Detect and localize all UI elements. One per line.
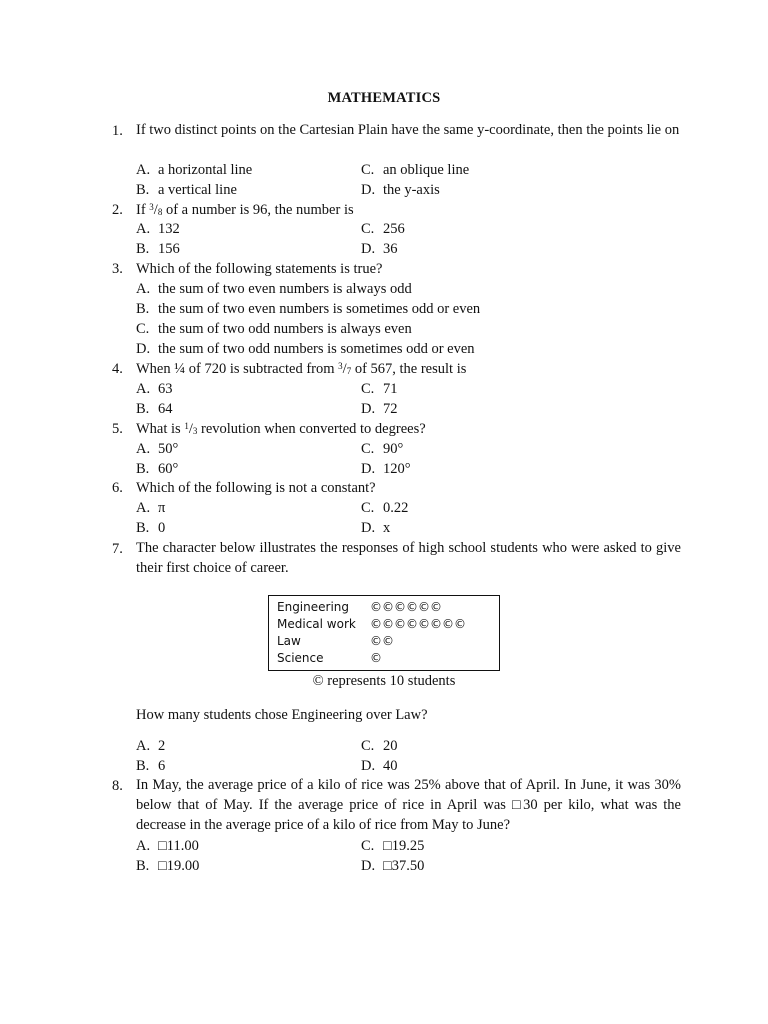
q1-option-c: C. an oblique line — [361, 162, 470, 178]
q8-number: 8. — [112, 778, 123, 794]
q1-stem: If two distinct points on the Cartesian Plain have the same y-coordinate, then the points lie on — [136, 122, 680, 138]
q3-option-c: C. the sum of two odd numbers is always even — [136, 321, 412, 337]
q7-option-c: C. 20 — [361, 738, 398, 754]
q8-stem: In May, the average price of a kilo of rice was 25% above that of April. In June, it was 30% below that of May. If the average price of rice in April was □30 per kilo, what was the decrease in the average price of a kilo of rice from May to June? — [136, 777, 681, 833]
q4-stem: When ¼ of 720 is subtracted from $^3/_7$ of 567, the result is — [136, 361, 467, 377]
q7-option-a: A. 2 — [136, 738, 166, 754]
q3-option-b: B. the sum of two even numbers is sometimes odd or even — [136, 301, 481, 317]
q2-stem: If $^3/_8$ of a number is 96, the number is — [136, 202, 354, 218]
page-title: MATHEMATICS — [327, 90, 441, 106]
q7-stem: The character below illustrates the responses of high school students who were asked to give their first choice of career. — [136, 540, 681, 576]
q7-number: 7. — [112, 541, 123, 557]
q7-question: How many students chose Engineering over Law? — [136, 707, 428, 723]
q5-option-c: C. 90° — [361, 441, 404, 457]
q6-number: 6. — [112, 480, 123, 496]
q2-option-a: A. 132 — [136, 221, 180, 237]
q8-option-c: C. □19.25 — [361, 838, 425, 854]
q6-option-c: C. 0.22 — [361, 500, 409, 516]
q5-number: 5. — [112, 421, 123, 437]
q4-option-d: D. 72 — [361, 401, 398, 417]
tally-row-engineering: Engineering ©©©©©© — [277, 600, 442, 614]
q8-option-b: B. □19.00 — [136, 858, 200, 874]
q1-option-d: D. the y-axis — [361, 182, 440, 198]
q7-option-b: B. 6 — [136, 758, 166, 774]
q4-option-c: C. 71 — [361, 381, 398, 397]
q4-option-a: A. 63 — [136, 381, 173, 397]
q6-option-b: B. 0 — [136, 520, 166, 536]
q5-option-d: D. 120° — [361, 461, 411, 477]
q2-option-c: C. 256 — [361, 221, 405, 237]
q8-option-a: A. □11.00 — [136, 838, 199, 854]
q5-stem: What is $^1/_3$ revolution when converted to degrees? — [136, 421, 426, 437]
tally-row-law: Law ©© — [277, 634, 394, 648]
q5-option-a: A. 50° — [136, 441, 179, 457]
q2-number: 2. — [112, 202, 123, 218]
q1-number: 1. — [112, 123, 123, 139]
q3-option-d: D. the sum of two odd numbers is sometimes odd or even — [136, 341, 475, 357]
q3-number: 3. — [112, 261, 123, 277]
q4-option-b: B. 64 — [136, 401, 173, 417]
q7-option-d: D. 40 — [361, 758, 398, 774]
q2-option-d: D. 36 — [361, 241, 398, 257]
q3-option-a: A. the sum of two even numbers is always odd — [136, 281, 412, 297]
career-tally-table — [268, 595, 500, 671]
q2-option-b: B. 156 — [136, 241, 180, 257]
q6-option-a: A. π — [136, 500, 166, 516]
q8-option-d: D. □37.50 — [361, 858, 425, 874]
q1-option-a: A. a horizontal line — [136, 162, 253, 178]
q5-option-b: B. 60° — [136, 461, 179, 477]
q3-stem: Which of the following statements is true? — [136, 261, 383, 277]
q4-number: 4. — [112, 361, 123, 377]
q6-stem: Which of the following is not a constant? — [136, 480, 376, 496]
tally-row-medical-work: Medical work ©©©©©©©© — [277, 617, 466, 631]
tally-legend-caption: © represents 10 students — [312, 673, 456, 689]
q1-option-b: B. a vertical line — [136, 182, 237, 198]
q6-option-d: D. x — [361, 520, 391, 536]
tally-row-science: Science © — [277, 651, 382, 665]
